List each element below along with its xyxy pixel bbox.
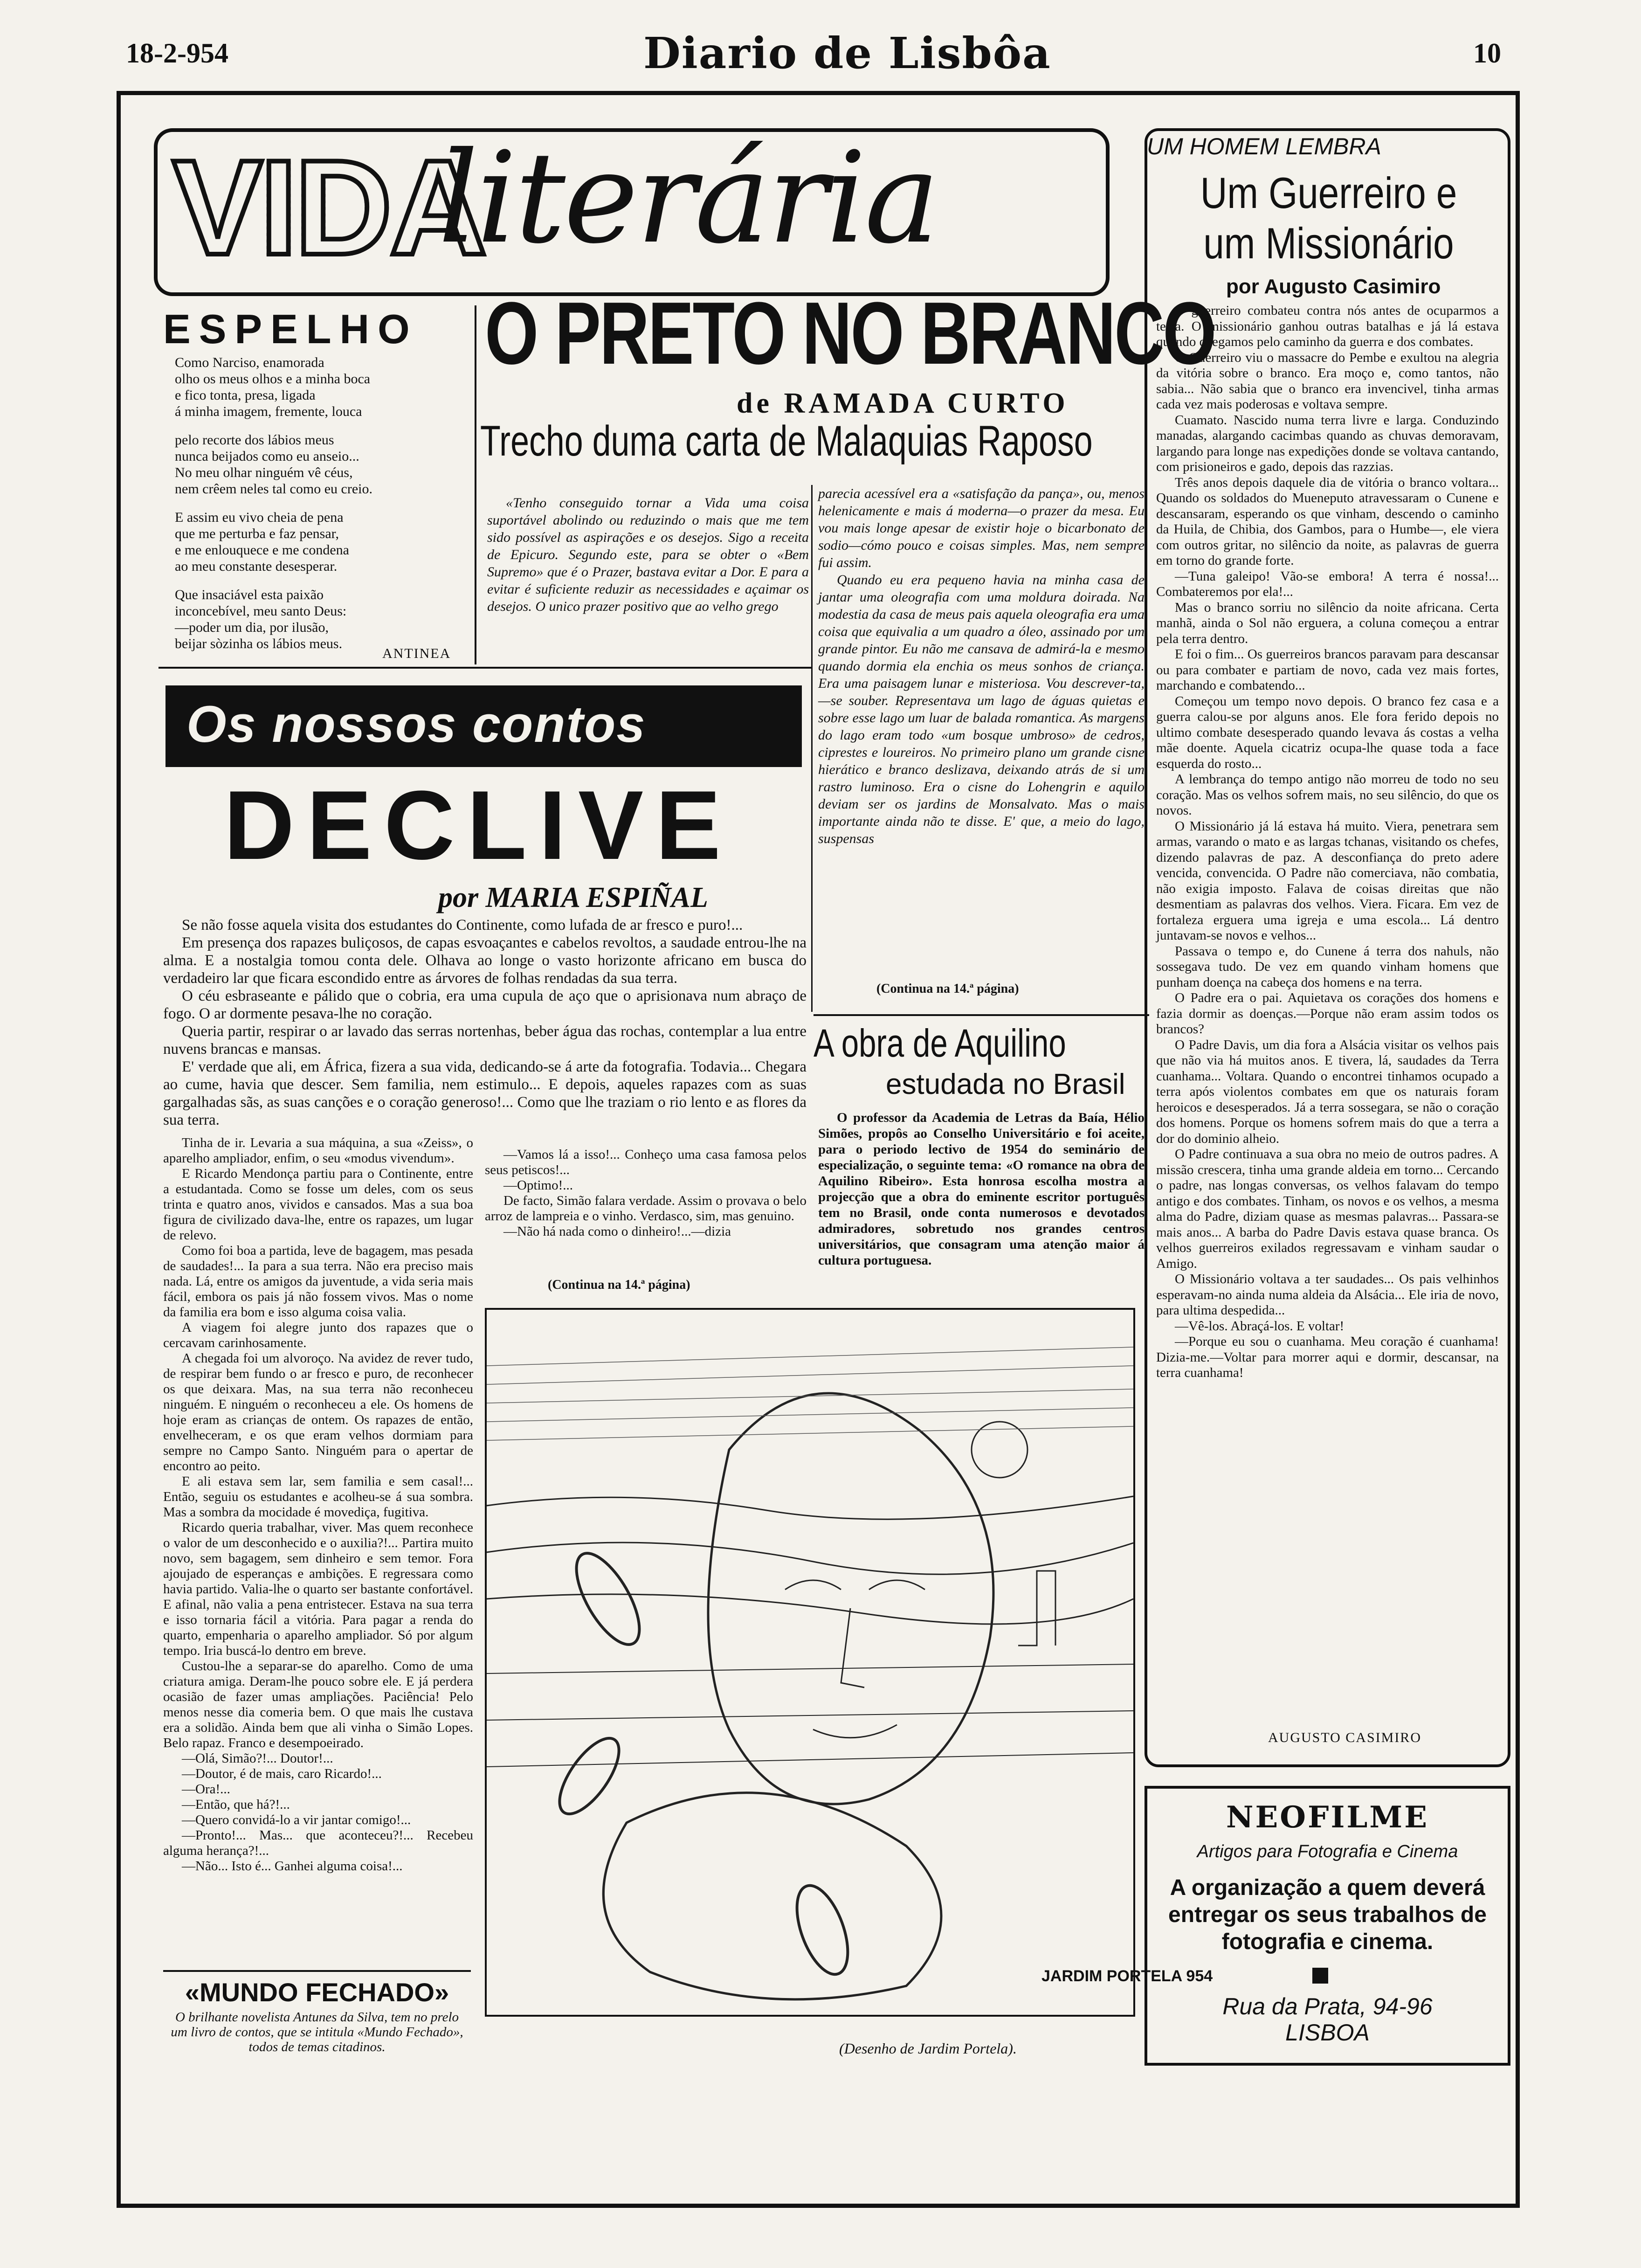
story-paragraph: Queria partir, respirar o ar lavado das serras nortenhas, beber água das rochas, contemplar a lua entre nuvens brancas e mansas. <box>163 1023 807 1058</box>
ad-subtitle: Artigos para Fotografia e Cinema <box>1197 1842 1458 1861</box>
story-paragraph: —Pronto!... Mas... que aconteceu?!... Recebeu alguma herança?!... <box>163 1828 473 1858</box>
article-title-preto: O PRETO NO BRANCO <box>485 284 1215 383</box>
article-paragraph: O Padre era o pai. Aquietava os corações dos homens e fazia dormir as doenças.—Porque não eram assim todos os brancos? <box>1156 990 1499 1037</box>
article-signature-guerreiro: AUGUSTO CASIMIRO <box>1268 1730 1421 1745</box>
square-bullet-icon <box>1312 1968 1328 1984</box>
poem-line: No meu olhar ninguém vê céus, <box>175 465 353 480</box>
poem-line: e me enlouquece e me condena <box>175 542 349 558</box>
column-rule <box>811 485 813 1012</box>
poem-line: e fico tonta, presa, ligada <box>175 387 316 403</box>
poem-line: nunca beijados como eu anseio... <box>175 449 359 464</box>
notice-body-mundo: O brilhante novelista Antunes da Silva, tem no prelo um livro de contos, que se intitula «Mundo Fechado», todos de temas citadinos. <box>171 2010 463 2054</box>
article-paragraph: O Padre continuava a sua obra no meio de outros padres. A missão crescera, tinha uma grande aldeia em torno... Cercando o padre, nas longas conversas, os velhos falavam do tempo antigo e dos combates. Tinham, os novos e os velhos, a mesma alma do Padre, diziam quase as mesmas palavras... Passara-se mais anos... A barba do Padre Davis estava quase branca. Os velhos guerreiros exilados regressavam e vinham saudar o Amigo. <box>1156 1147 1499 1271</box>
poem-body <box>175 354 469 664</box>
story-paragraph: —Vamos lá a isso!... Conheço uma casa famosa pelos seus petiscos!... <box>485 1147 807 1177</box>
ad-address-line-2: LISBOA <box>1285 2019 1370 2046</box>
story-paragraph: —Olá, Simão?!... Doutor!... <box>182 1751 333 1766</box>
story-paragraph: E' verdade que ali, em África, fizera a sua vida, dedicando-se á arte da fotografia. Todavia... Chegara ao cume, havia que descer. Sem familia, nem estimulo... E depois, aqueles rapazes com as suas gargalhadas sãs, as suas canções e o coração generoso!... Como que lhe traziam o rio lento e as flores da sua terra. <box>163 1058 807 1128</box>
article-paragraph: O Missionário já lá estava há muito. Viera, penetrara sem armas, varando o mato e as largas tchanas, visitando os chefes, dizendo palavras de paz. A desconfiança do preto adere vencida, convencida. O Padre não comerciava, não combatia, não exigia imposto. Falava de coisas direitas que não desmentiam as palavras dos velhos. Viera. Ficara. Em vez de fortaleza erguera uma igreja e uma escola... Lá dentro juntavam-se novos e velhos... <box>1156 818 1499 943</box>
poem-stanza <box>175 587 469 652</box>
poem-line: olho os meus olhos e a minha boca <box>175 371 371 387</box>
article-paragraph: O guerreiro combateu contra nós antes de ocuparmos a terra. O missionário ganhou outras batalhas e já lá estava quando chegamos pelo caminho da guerra e dos combates. <box>1156 303 1499 349</box>
story-title: DECLIVE <box>224 770 733 880</box>
story-byline: por MARIA ESPIÑAL <box>438 882 708 913</box>
story-paragraph: A chegada foi um alvoroço. Na avidez de rever tudo, de respirar bem fundo o ar fresco e puro, de reconhecer os que deixara. Mas, na sua terra não reconheceu ninguém. E ninguém o reconheceu a ele. Os homens de hoje eram as crianças de ontem. Os rapazes de então, envelheceram, e os que eram velhos dormiam para sempre no Campo Santo. Ninguém para o apertar de encontro ao peito. <box>163 1351 473 1473</box>
story-intro <box>163 916 807 1129</box>
poem-line: que me perturba e faz pensar, <box>175 526 339 541</box>
story-paragraph: Custou-lhe a separar-se do aparelho. Como de uma criatura amiga. Deram-lhe pouco sobre ele. E já perdera ocasião de fazer umas ampliações. Paciência! Pelo menos nesse dia comeria bem. O que mais lhe custava era a solidão. Ainda bem que ali vinha o Simão Lopes. Belo rapaz. Franco e desempoeirado. <box>163 1659 473 1750</box>
story-paragraph: —Doutor, é de mais, caro Ricardo!... <box>182 1766 382 1781</box>
drawing-signature: JARDIM PORTELA 954 <box>1041 1967 1213 1985</box>
article-paragraph: Mas o branco sorriu no silêncio da noite africana. Certa manhã, ainda o Sol não erguera, a coluna começou a entrar pela terra dentro. <box>1156 600 1499 646</box>
ad-title: NEOFILME <box>1226 1800 1429 1835</box>
poem-line: inconcebível, meu santo Deus: <box>175 603 347 619</box>
story-paragraph: De facto, Simão falara verdade. Assim o provava o belo arroz de lampreia e o vinho. Verdasco, sim, mas genuino. <box>485 1193 807 1224</box>
illustration-drawing <box>487 1310 1213 2015</box>
article-byline-preto: de RAMADA CURTO <box>737 387 1069 419</box>
masthead-date: 18-2-954 <box>126 38 228 69</box>
horizontal-rule <box>163 1970 471 1972</box>
poem-line: Que insaciável esta paixão <box>175 587 324 602</box>
poem-line: E assim eu vivo cheia de pena <box>175 510 344 525</box>
poem-line: ao meu constante desesperar. <box>175 559 338 574</box>
poem-line: —poder um dia, por ilusão, <box>175 620 329 635</box>
article-paragraph: —Tuna galeipo! Vão-se embora! A terra é nossa!... Combateremos por ela!... <box>1156 568 1499 599</box>
continued-note-story: (Continua na 14.ª página) <box>548 1278 690 1292</box>
article-paragraph: Passava o tempo e, do Cunene á terra dos nahuls, não sossegava tudo. De vez em quando vinham homens que punham doença na cabeça dos homens e na terra. <box>1156 943 1499 990</box>
story-paragraph: Ricardo queria trabalhar, viver. Mas quem reconhece o valor de um desconhecido e o auxilia?!... Partira muito novo, sem bagagem, sem dinheiro e sem temor. Fora ajoujado de esperanças e ambições. E regressara como havia partido. Valia-lhe o quarto ser bastante confortável. E afinal, não valia a pena entristecer. Estava na sua terra e isso tornaria fácil a vitória. Para pagar a renda do quarto, empenharia o aparelho ampliador. Só por algum tempo. Iria buscá-lo dentro em breve. <box>163 1520 473 1658</box>
article-column-preto-1: «Tenho conseguido tornar a Vida uma coisa suportável abolindo ou reduzindo o mais que me tem sido possível as aspirações e os desejos. Sigo a receita de Epicuro. Segundo este, para se obter o «Bem Supremo» que é o Prazer, bastava evitar a Dor. E para a evitar é suficiente reduzir as necessidades e açaimar os desejos. O unico prazer positivo que ao velho grego <box>487 495 809 614</box>
page-number: 10 <box>1473 38 1501 69</box>
story-paragraph: —Quero convidá-lo a vir jantar comigo!... <box>182 1812 411 1827</box>
story-paragraph: —Não... Isto é... Ganhei alguma coisa!... <box>182 1859 403 1874</box>
article-body-guerreiro <box>1156 303 1499 1381</box>
poem-stanza <box>175 354 469 420</box>
section-title-literaria: literária <box>438 124 938 271</box>
article-paragraph: —Porque eu sou o cuanhama. Meu coração é cuanhama! Dizia-me.—Voltar para morrer aqui e dormir, descansar, na terra cuanhama! <box>1156 1334 1499 1380</box>
story-paragraph: A viagem foi alegre junto dos rapazes que o cercavam carinhosamente. <box>163 1320 473 1350</box>
poem-line: á minha imagem, fremente, louca <box>175 404 362 419</box>
article-title-guerreiro: Um Guerreiro e um Missionário <box>1200 168 1457 268</box>
poem-stanza <box>175 509 469 574</box>
section-title-vida: VIDA <box>172 132 484 283</box>
article-paragraph: —Vê-los. Abraçá-los. E voltar! <box>1175 1318 1345 1334</box>
poem-line: nem crêem neles tal como eu creio. <box>175 481 372 497</box>
story-paragraph: Se não fosse aquela visita dos estudantes do Continente, como lufada de ar fresco e puro!... <box>182 917 743 933</box>
article-paragraph: E foi o fim... Os guerreiros brancos paravam para descansar ou para combater e partiam de novo, cada vez mais fortes, marchando e combatendo... <box>1156 647 1499 693</box>
article-column-preto-2: parecia acessível era a «satisfação da pança», ou, menos helenicamente e mais á moderna—o prazer da mesa. Eu vou mais longe apesar de existir hoje o bicarbonato de sodio—cómo pouco e coisas simples. Mas, nem sempre fui assim. Quando eu era pequeno havia na minha casa de jantar uma oleografia com uma moldura doirada. Na modestia da casa de meus pais aquela oleografia era uma coisa que equivalia a um quadro a óleo, assinado por um grande pintor. Eu não me cansava de admirá-la e mesmo quando dormia ela enchia os meus sonhos de criança. Era uma paisagem lunar e misteriosa. Vou descrever-ta,—se souber. Representava um lago de águas quietas e sobre esse lago um luar de balada romantica. As margens do lago eram todo «um bosque umbroso» de cedros, ciprestes e loureiros. No primeiro plano um grande cisne hierático e branco deslizava, deixando atrás de si um rastro luminoso. Era o cisne do Lohengrin e aquilo deviam ser os jardins de Monsalvato. Mas o mais importante ainda não te disse. E' que, a meio do lago, suspensas <box>818 486 1145 846</box>
story-paragraph: E Ricardo Mendonça partiu para o Continente, entre a estudantada. Como se fosse um deles, com os seus trinta e quatro anos, vividos e cansados. Mas a sua boa figura de civilizado dava-lhe, entre os rapazes, um lugar de relevo. <box>163 1166 473 1243</box>
article-paragraph: Cuamato. Nascido numa terra livre e larga. Conduzindo manadas, alargando cacimbas quando as chuvas demoravam, largando para longe nas expedições donde se voltava cantando, com prisioneiros e gado, depois das razzias. <box>1156 412 1499 474</box>
article-paragraph: O Guerreiro viu o massacre do Pembe e exultou na alegria da vitória sobre o branco. Era moço e, como tantos, não sabia... Não sabia que o branco era invencivel, tinha armas cada vez mais poderosas e voltava sempre. <box>1156 350 1499 412</box>
story-paragraph: E ali estava sem lar, sem familia e sem casal!... Então, seguiu os estudantes e acolheu-se á sua sombra. Mas a sombra da mocidade é movediça, fugitiva. <box>163 1474 473 1520</box>
article-subtitle-preto: Trecho duma carta de Malaquias Raposo <box>480 417 1093 465</box>
column-rule <box>475 305 476 664</box>
ad-body: A organização a quem deverá entregar os seus trabalhos de fotografia e cinema. <box>1168 1875 1487 1954</box>
article-paragraph: A lembrança do tempo antigo não morreu de todo no seu coração. Mas os velhos sofrem mais, no seu silêncio, do que os novos. <box>1156 772 1499 818</box>
continued-note-preto: (Continua na 14.ª página) <box>876 982 1019 996</box>
article-title-aquilino: A obra de Aquilino <box>814 1021 1066 1065</box>
article-paragraph: Três anos depois daquele dia de vitória o branco voltara... Quando os soldados do Mueneputo atravessaram o Cunene e descansaram, esperando os que vinham, descendo o caminho da Huila, de Chibia, dos Gambos, para o Humbe—, ele viera com outros gritar, no silêncio da noite, as palavras de guerra em torno do grande forte. <box>1156 475 1499 568</box>
story-paragraph: —Então, que há?!... <box>182 1797 290 1812</box>
story-paragraph: Em presença dos rapazes buliçosos, de capas esvoaçantes e cabelos revoltos, a saudade entrou-lhe na alma. E a nostalgia tomou conta dele. Olhava ao longe o vasto horizonte africano em busca do verdadeiro lar que ficara escondido entre as árvores de folhas rendadas da sua terra. <box>163 934 807 987</box>
contos-banner-label: Os nossos contos <box>186 696 646 753</box>
illustration-caption: (Desenho de Jardim Portela). <box>839 2040 1017 2057</box>
horizontal-rule <box>814 1014 1149 1016</box>
article-kicker-guerreiro: UM HOMEM LEMBRA <box>1147 133 1381 159</box>
masthead-title: Diario de Lisbôa <box>643 28 1051 78</box>
poem-author: ANTINEA <box>382 646 451 661</box>
poem-line: Como Narciso, enamorada <box>175 355 324 370</box>
story-paragraph: —Não há nada como o dinheiro!...—dizia <box>503 1224 731 1239</box>
article-paragraph: O Missionário voltava a ter saudades... Os pais velhinhos esperavam-no ainda numa aldeia da Alsácia... Ele iria de novo, para ultima despedida... <box>1156 1272 1499 1318</box>
story-column-1 <box>163 1135 473 1874</box>
notice-title-mundo: «MUNDO FECHADO» <box>185 1978 449 2007</box>
poem-title: ESPELHO <box>163 306 418 352</box>
horizontal-rule <box>159 667 811 669</box>
poem-stanza <box>175 432 469 497</box>
story-paragraph: —Ora!... <box>182 1782 230 1797</box>
illustration <box>485 1308 1213 2017</box>
poem-line: beijar sòzinha os lábios meus. <box>175 636 343 651</box>
story-column-2 <box>485 1147 807 1239</box>
story-paragraph: Como foi boa a partida, leve de bagagem, mas pesada de saudades!... Ia para a sua terra. Não era preciso mais nada. Lá, entre os amigos da juventude, a vida seria mais fácil, embora os pais já não fossem vivos. Mas o nome da familia era bom e isso alguma coisa valia. <box>163 1243 473 1320</box>
poem-line: pelo recorte dos lábios meus <box>175 432 334 448</box>
story-paragraph: O céu esbraseante e pálido que o cobria, era uma cupula de aço que o aprisionava num abraço de fogo. O ar dormente pesava-lhe no coração. <box>163 988 807 1022</box>
story-paragraph: Tinha de ir. Levaria a sua máquina, a sua «Zeiss», o aparelho ampliador, enfim, o seu «modus vivendum». <box>163 1135 473 1166</box>
article-body-aquilino: O professor da Academia de Letras da Baía, Hélio Simões, propôs ao Conselho Universitário e foi aceite, para o periodo lectivo de 1954 do seminário de especialização, o seguinte tema: «O romance na obra de Aquilino Ribeiro». Esta honrosa escolha mostra a projecção que a obra do eminente escritor português tem no Brasil, onde conta numerosos e devotados admiradores, sobretudo nos grandes centros universitários, que consagram uma atenção maior á cultura portuguesa. <box>818 1110 1145 1268</box>
story-paragraph: —Optimo!... <box>503 1178 573 1193</box>
ad-address <box>1147 1993 1508 2046</box>
ad-address-line-1: Rua da Prata, 94-96 <box>1222 1993 1433 2019</box>
article-byline-guerreiro: por Augusto Casimiro <box>1226 275 1441 298</box>
article-subtitle-aquilino: estudada no Brasil <box>886 1068 1125 1100</box>
article-paragraph: Começou um tempo novo depois. O branco fez casa e a guerra calou-se por alguns anos. Ele fora ferido depois no ultimo combate desesperado quando levava ás costas a velha mãe doente. Aquela cicatriz ocupa-lhe quase toda a face esquerda do rosto... <box>1156 693 1499 771</box>
article-paragraph: O Padre Davis, um dia fora a Alsácia visitar os velhos pais que não via há muitos anos. E tivera, lá, saudades da Terra cuanhama... Voltara. Quando o encontrei tinhamos ocupado a terra após violentos combates em que os naturais foram heroicos e desesperados. Já a terra sossegara, se não o coração dos homens. Porque os homens sofrem mais do que a terra a dor do dominio alheio. <box>1156 1037 1499 1146</box>
